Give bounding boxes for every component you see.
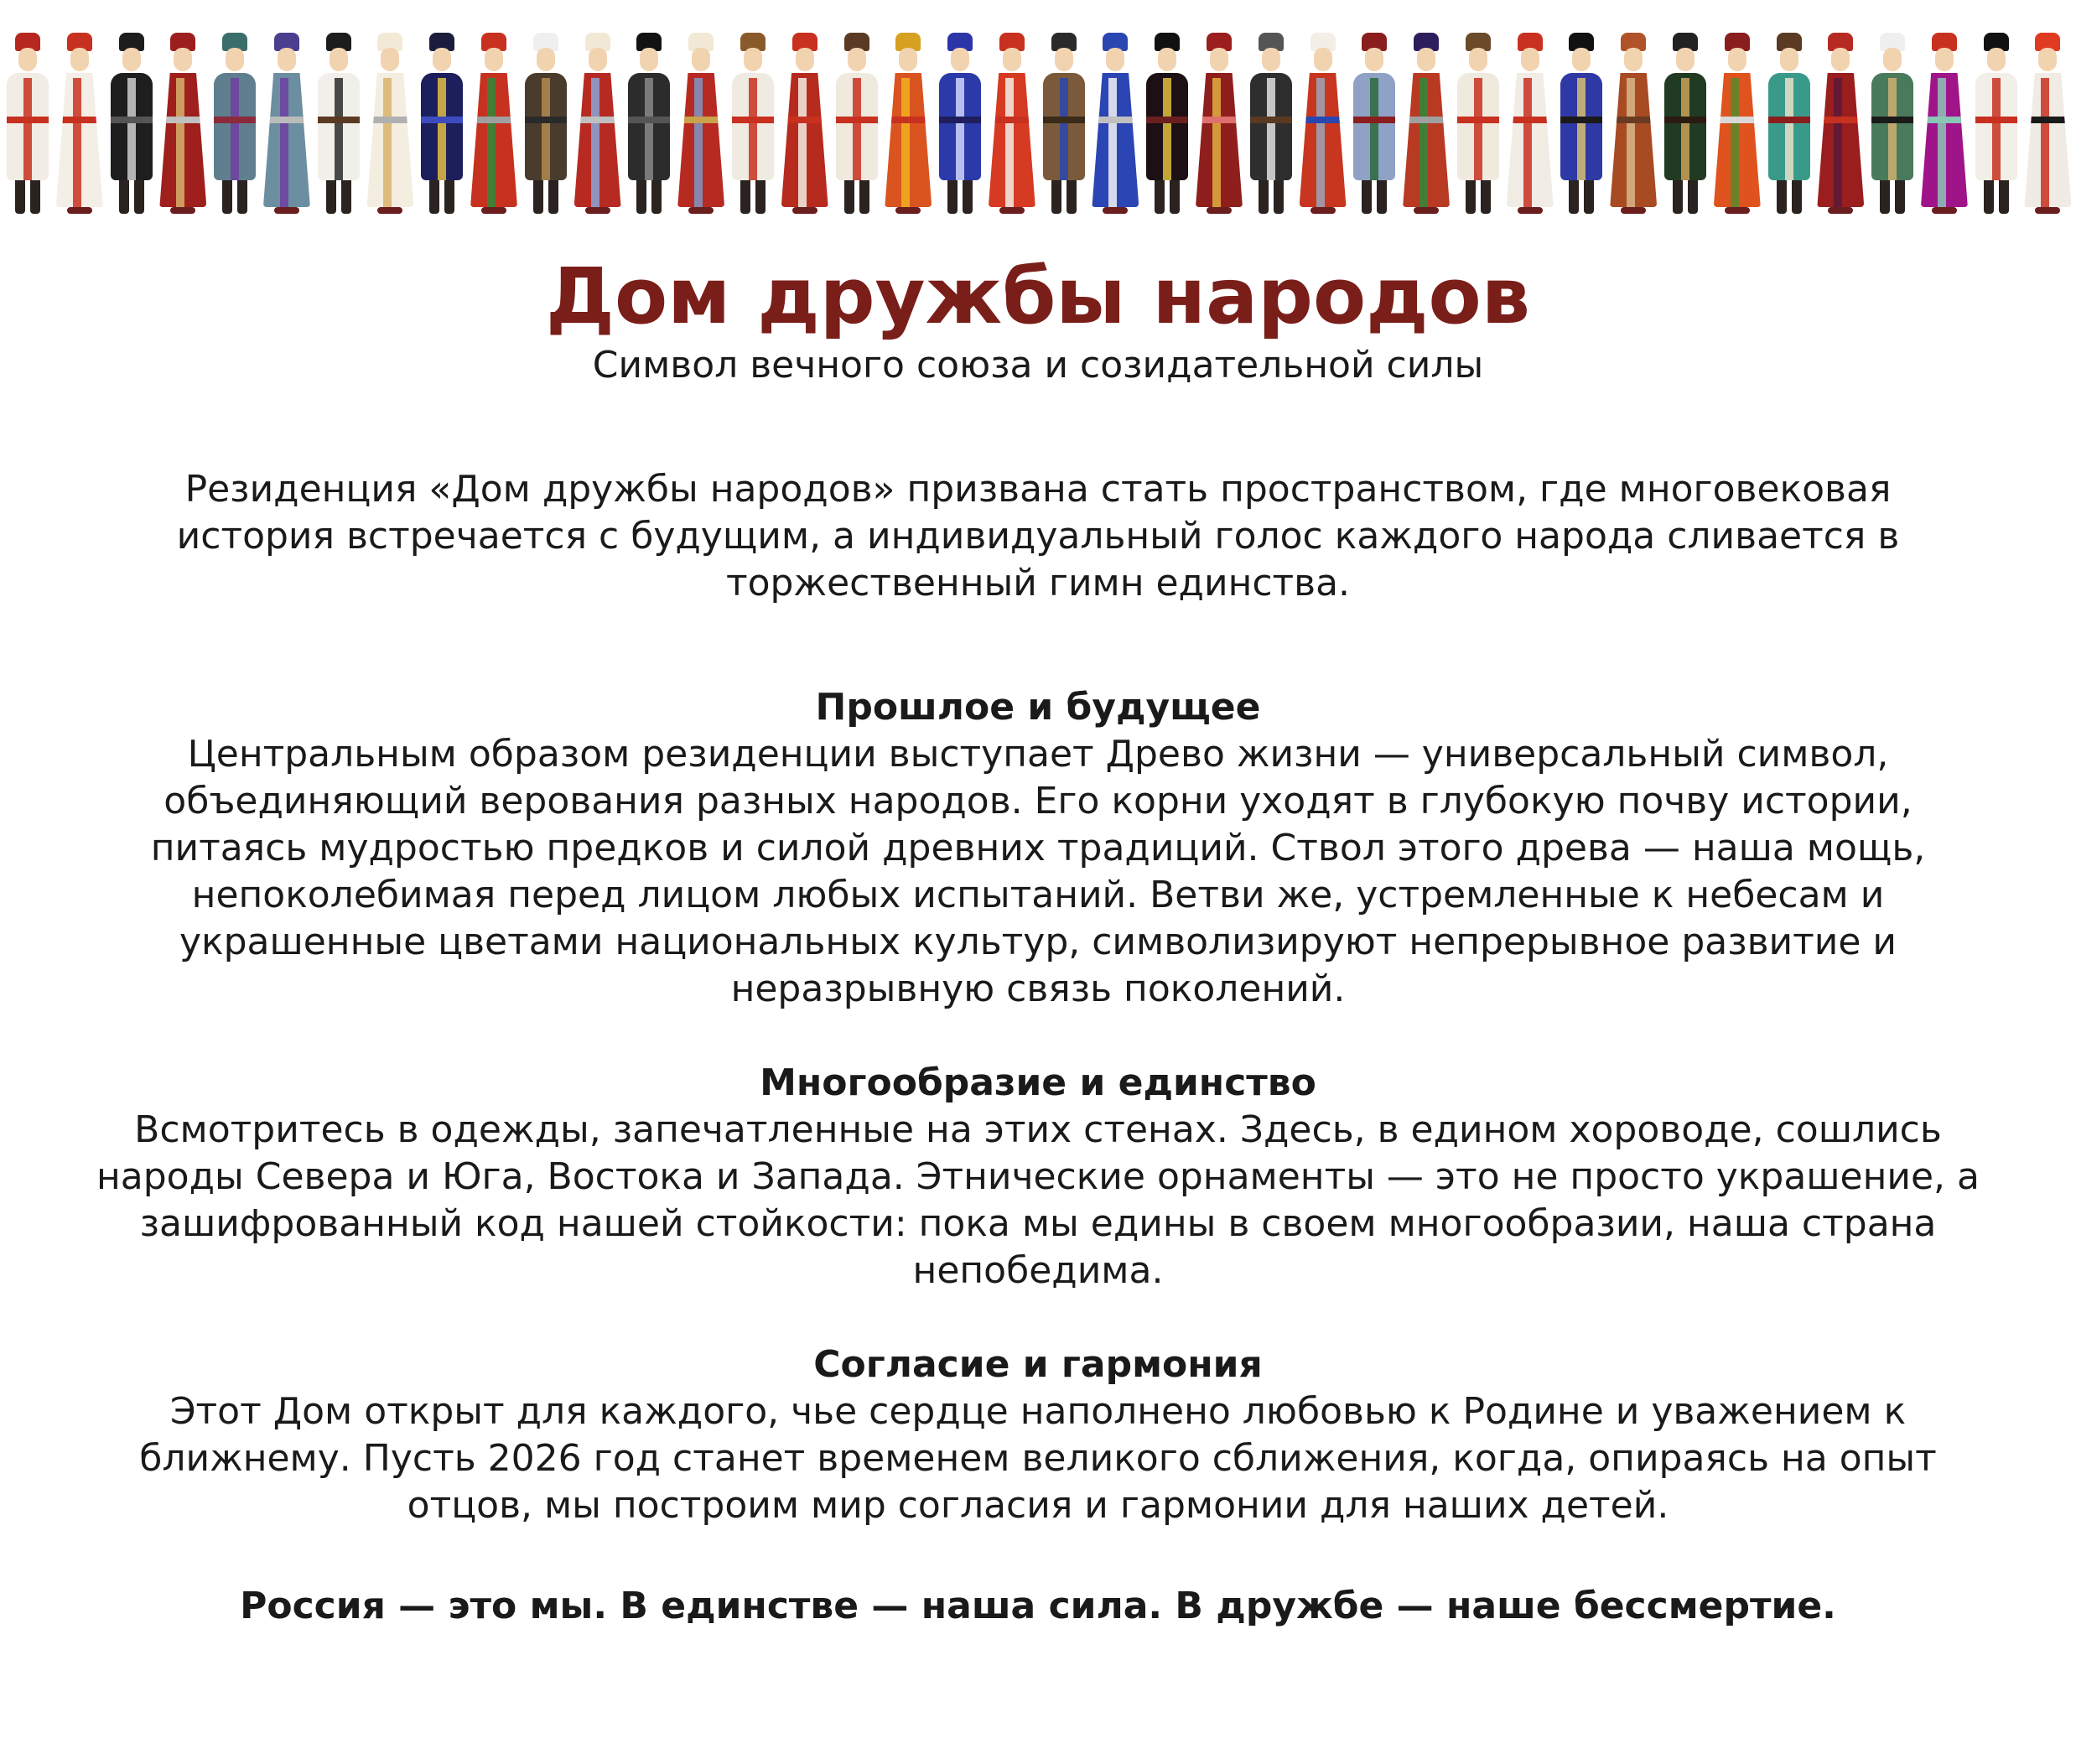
page-title: Дом дружбы народов: [546, 252, 1530, 341]
section-text: Всмотритесь в одежды, запечатленные на этих стенах. Здесь, в едином хороводе, сошлись народы Севера и Юга, Востока и Запада. Этнические орнаменты — это не просто украшение, а зашифрованный код нашей стойкости: пока мы едины в своем многообразии, наша страна непобедима.: [96, 1108, 1980, 1292]
costume-figure-icon: [988, 21, 1036, 222]
costume-figure-icon: [158, 21, 207, 222]
costume-figure-icon: [1972, 21, 2021, 222]
costume-figure-icon: [1713, 21, 1762, 222]
section-heading: Многообразие и единство: [760, 1061, 1316, 1104]
costume-figure-icon: [107, 21, 156, 222]
costume-figure-icon: [418, 21, 466, 222]
costume-figure-icon: [1765, 21, 1814, 222]
costume-figure-icon: [1402, 21, 1451, 222]
costume-figure-icon: [1195, 21, 1243, 222]
costume-figure-icon: [314, 21, 363, 222]
costume-figure-icon: [1454, 21, 1503, 222]
section-text: Центральным образом резиденции выступает Древо жизни — универсальный символ, объединяющий верования разных народов. Его корни уходят в глубокую почву истории, питаясь мудростью предков и силой древних традиций. Ствол этого древа — наша мощь, непоколебимая перед лицом любых испытаний. Ветви же, устремленные к небесам и украшенные цветами национальных культур, символизируют непрерывное развитие и неразрывную связь поколений.: [150, 733, 1926, 1010]
costume-figure-icon: [1868, 21, 1917, 222]
costume-figure-icon: [936, 21, 984, 222]
costume-figure-icon: [677, 21, 725, 222]
intro-paragraph: Резиденция «Дом дружбы народов» призвана стать пространством, где многовековая история встречается с будущим, а индивидуальный голос каждого народа сливается в торжественный гимн единства.: [176, 468, 1900, 604]
page-subtitle: Символ вечного союза и созидательной силы: [592, 344, 1484, 387]
costume-figure-icon: [366, 21, 414, 222]
costume-figure-icon: [1506, 21, 1554, 222]
costume-figure-icon: [55, 21, 104, 222]
costume-figure-icon: [1816, 21, 1865, 222]
costume-figure-icon: [1091, 21, 1139, 222]
costume-figure-icon: [625, 21, 673, 222]
section-heading: Прошлое и будущее: [815, 686, 1261, 729]
costume-figure-icon: [1143, 21, 1191, 222]
costume-figure-icon: [1299, 21, 1347, 222]
costume-figure-icon: [210, 21, 259, 222]
costume-figure-icon: [833, 21, 881, 222]
costume-figure-icon: [262, 21, 311, 222]
costume-figure-icon: [1920, 21, 1969, 222]
section-text: Этот Дом открыт для каждого, чье сердце наполнено любовью к Родине и уважением к ближнему. Пусть 2026 год станет временем великого сближения, когда, опираясь на опыт отцов, мы построим мир согласия и гармонии для наших детей.: [139, 1390, 1937, 1527]
costume-figure-icon: [3, 21, 52, 222]
costume-figure-icon: [1350, 21, 1399, 222]
costume-figure-icon: [573, 21, 622, 222]
costume-figure-icon: [1661, 21, 1710, 222]
costume-figure-icon: [884, 21, 932, 222]
folk-costumes-banner: [0, 0, 2076, 222]
costume-figure-icon: [781, 21, 829, 222]
section-heading: Согласие и гармония: [813, 1343, 1263, 1386]
costume-figure-icon: [1040, 21, 1088, 222]
costume-figure-icon: [2023, 21, 2072, 222]
section-diversity-and-unity: [91, 1060, 1985, 1294]
costume-figure-icon: [1557, 21, 1606, 222]
section-harmony: [91, 1341, 1985, 1529]
costume-figure-icon: [729, 21, 777, 222]
costume-figure-icon: [1609, 21, 1658, 222]
costume-figure-icon: [522, 21, 570, 222]
costume-figure-icon: [1247, 21, 1295, 222]
costume-figure-icon: [470, 21, 518, 222]
main-content: [0, 252, 2076, 1630]
section-past-and-future: [91, 684, 1985, 1013]
closing-motto: Россия — это мы. В единстве — наша сила. В дружбе — наше бессмертие.: [240, 1585, 1836, 1627]
